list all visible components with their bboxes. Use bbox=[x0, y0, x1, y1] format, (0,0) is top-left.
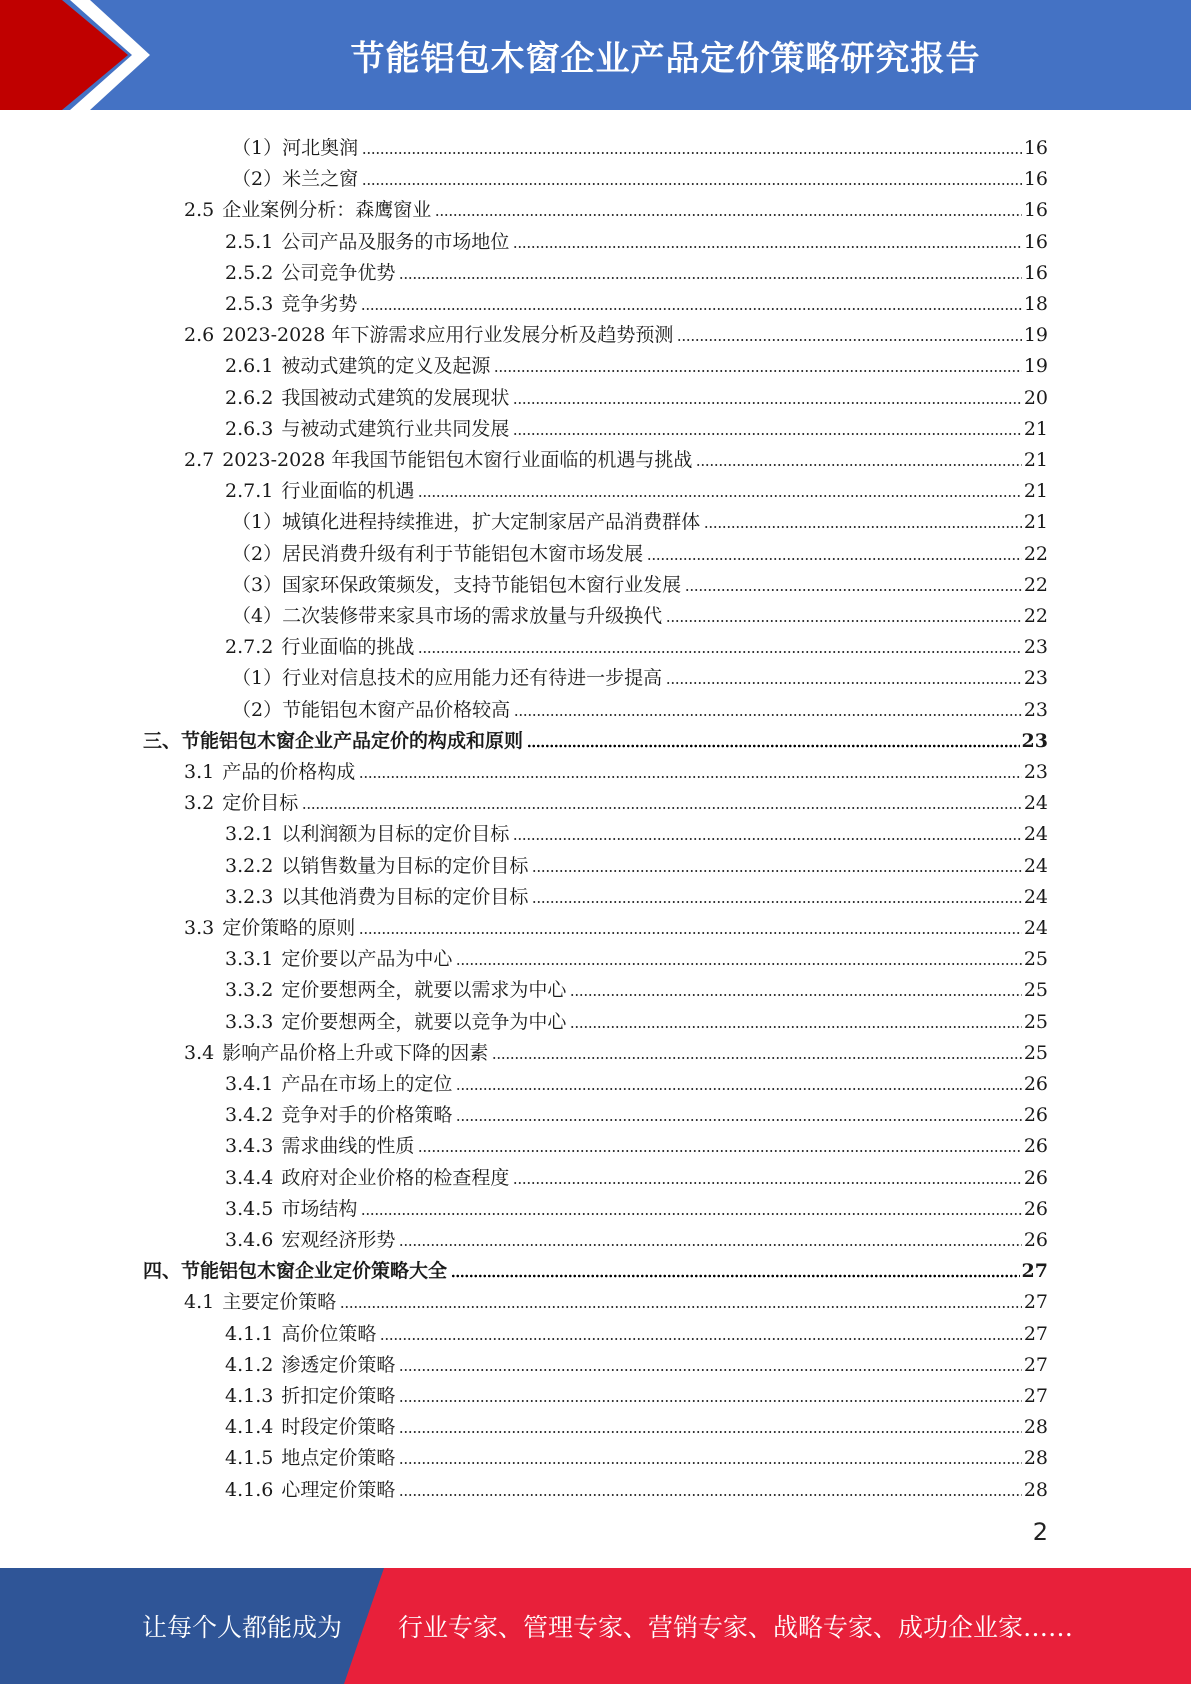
toc-section-number: 3.3 bbox=[184, 917, 215, 939]
toc-page-number: 19 bbox=[1023, 355, 1048, 378]
toc-section-number: 2.6 bbox=[184, 324, 215, 347]
toc-dot-leader bbox=[418, 650, 1021, 654]
toc-entry[interactable] bbox=[225, 284, 1048, 315]
toc-entry-label bbox=[232, 543, 643, 565]
toc-entry[interactable] bbox=[225, 1095, 1048, 1126]
toc-dot-leader bbox=[399, 1461, 1021, 1465]
toc-dot-leader bbox=[359, 931, 1022, 935]
toc-entry[interactable] bbox=[225, 1002, 1048, 1033]
toc-entry-text: 竞争劣势 bbox=[281, 293, 358, 315]
toc-page-number: 26 bbox=[1023, 1166, 1048, 1189]
toc-entry-text: 我国被动式建筑的发展现状 bbox=[281, 386, 510, 409]
toc-entry-text: 2023-2028 年我国节能铝包木窗行业面临的机遇与挑战 bbox=[222, 449, 693, 471]
toc-dot-leader bbox=[399, 1493, 1021, 1497]
header-arrow-decoration bbox=[0, 0, 160, 110]
toc-entry[interactable] bbox=[184, 190, 1048, 221]
toc-dot-leader bbox=[494, 369, 1021, 373]
toc-entry-label bbox=[225, 1385, 395, 1407]
toc-dot-leader bbox=[513, 837, 1021, 841]
toc-dot-leader bbox=[532, 869, 1021, 873]
toc-page-number: 28 bbox=[1023, 1447, 1048, 1470]
toc-section-number: 2.5.1 bbox=[225, 230, 274, 253]
toc-entry[interactable] bbox=[232, 565, 1048, 596]
toc-page-number: 26 bbox=[1023, 1104, 1048, 1127]
toc-entry-text: 四、节能铝包木窗企业定价策略大全 bbox=[143, 1260, 448, 1283]
toc-dot-leader bbox=[513, 432, 1021, 436]
toc-entry-label bbox=[225, 1354, 395, 1376]
toc-entry-text: 企业案例分析：森鹰窗业 bbox=[222, 199, 432, 222]
toc-entry-label bbox=[184, 449, 692, 471]
toc-entry-text: （2）节能铝包木窗产品价格较高 bbox=[232, 698, 511, 721]
toc-section-number: 3.2.2 bbox=[225, 854, 274, 877]
toc-dot-leader bbox=[456, 962, 1021, 966]
toc-entry[interactable] bbox=[225, 409, 1048, 440]
toc-entry-text: 定价策略的原则 bbox=[222, 917, 356, 939]
toc-section-number: 3.3.2 bbox=[225, 979, 274, 1002]
toc-dot-leader bbox=[513, 245, 1021, 249]
toc-entry-text: 产品在市场上的定位 bbox=[281, 1073, 453, 1095]
toc-page-number: 24 bbox=[1023, 854, 1048, 877]
toc-section-number: 2.7.1 bbox=[225, 480, 274, 503]
page-number: 2 bbox=[1032, 1518, 1048, 1546]
toc-section-number: 4.1 bbox=[184, 1291, 215, 1314]
toc-entry-label bbox=[184, 792, 298, 814]
toc-entry-label bbox=[225, 1135, 414, 1157]
toc-dot-leader bbox=[451, 1274, 1020, 1278]
toc-section-number: 4.1.1 bbox=[225, 1322, 274, 1345]
toc-dot-leader bbox=[361, 307, 1021, 311]
toc-page-number: 24 bbox=[1023, 823, 1048, 846]
toc-entry-label bbox=[184, 761, 355, 783]
toc-section-number: 2.6.1 bbox=[225, 355, 274, 378]
toc-entry-label bbox=[225, 1073, 452, 1095]
toc-entry-label bbox=[232, 699, 510, 721]
toc-dot-leader bbox=[570, 1025, 1021, 1029]
toc-entry-text: （2）米兰之窗 bbox=[232, 168, 359, 191]
toc-entry[interactable] bbox=[225, 378, 1048, 409]
toc-section-number: 3.4.3 bbox=[225, 1135, 274, 1158]
toc-section-number: 2.6.2 bbox=[225, 386, 274, 409]
toc-page-number: 25 bbox=[1023, 948, 1048, 971]
toc-entry[interactable] bbox=[232, 690, 1048, 721]
toc-entry-label bbox=[225, 1447, 395, 1469]
toc-entry-label bbox=[184, 1291, 336, 1313]
toc-entry[interactable] bbox=[184, 1282, 1048, 1313]
toc-page-number: 23 bbox=[1023, 761, 1048, 783]
toc-entry-label bbox=[143, 1260, 447, 1282]
toc-page-number: 22 bbox=[1023, 573, 1048, 596]
toc-entry-label bbox=[232, 605, 662, 627]
toc-page-number: 21 bbox=[1023, 449, 1048, 471]
toc-section-number: 4.1.3 bbox=[225, 1385, 274, 1407]
toc-page-number: 21 bbox=[1023, 480, 1048, 503]
toc-entry-label bbox=[225, 387, 509, 409]
toc-entry[interactable] bbox=[225, 1189, 1048, 1220]
toc-entry-label bbox=[232, 168, 358, 190]
toc-section-number: 3.2.3 bbox=[225, 885, 274, 908]
toc-page-number: 24 bbox=[1023, 792, 1048, 815]
toc-entry[interactable] bbox=[143, 1251, 1048, 1282]
toc-entry[interactable] bbox=[225, 627, 1048, 658]
toc-page-number: 21 bbox=[1023, 511, 1048, 534]
toc-page-number: 27 bbox=[1023, 1353, 1048, 1376]
toc-entry-text: 产品的价格构成 bbox=[222, 761, 356, 783]
toc-section-number: 3.1 bbox=[184, 761, 215, 783]
toc-entry[interactable] bbox=[225, 939, 1048, 970]
toc-page-number: 18 bbox=[1023, 293, 1048, 315]
toc-entry[interactable] bbox=[232, 502, 1048, 533]
toc-entry[interactable] bbox=[225, 1126, 1048, 1157]
toc-entry-label bbox=[232, 667, 662, 689]
toc-dot-leader bbox=[399, 276, 1021, 280]
toc-page-number: 24 bbox=[1023, 917, 1048, 939]
report-title: 节能铝包木窗企业产品定价策略研究报告 bbox=[350, 38, 981, 79]
toc-section-number: 2.5.3 bbox=[225, 293, 274, 315]
toc-entry-label bbox=[225, 823, 509, 845]
toc-entry-label bbox=[232, 137, 358, 159]
toc-section-number: 3.4.2 bbox=[225, 1104, 274, 1127]
toc-dot-leader bbox=[513, 1181, 1021, 1185]
toc-entry-label bbox=[225, 293, 357, 315]
toc-entry[interactable] bbox=[225, 1314, 1048, 1345]
toc-section-number: 4.1.5 bbox=[225, 1447, 274, 1470]
toc-entry-text: 竞争对手的价格策略 bbox=[281, 1104, 453, 1127]
toc-entry-text: 高价位策略 bbox=[281, 1322, 377, 1345]
toc-dot-leader bbox=[418, 1149, 1021, 1153]
toc-section-number: 2.7 bbox=[184, 449, 215, 471]
toc-section-number: 3.2 bbox=[184, 792, 215, 815]
toc-dot-leader bbox=[435, 213, 1022, 217]
toc-entry[interactable] bbox=[184, 1033, 1048, 1064]
toc-entry-text: 以利润额为目标的定价目标 bbox=[281, 823, 510, 846]
toc-entry-label bbox=[225, 1229, 395, 1251]
toc-entry[interactable] bbox=[184, 783, 1048, 814]
toc-dot-leader bbox=[361, 1212, 1021, 1216]
toc-entry-text: 时段定价策略 bbox=[281, 1416, 396, 1439]
toc-dot-leader bbox=[340, 1305, 1022, 1309]
toc-page-number: 21 bbox=[1023, 417, 1048, 440]
toc-section-number: 3.4.4 bbox=[225, 1166, 274, 1189]
toc-entry-text: （3）国家环保政策频发，支持节能铝包木窗行业发展 bbox=[232, 573, 682, 596]
toc-entry-text: 2023-2028 年下游需求应用行业发展分析及趋势预测 bbox=[222, 324, 674, 347]
toc-entry-label bbox=[184, 1042, 488, 1064]
toc-section-number: 2.7.2 bbox=[225, 636, 274, 659]
toc-section-number: 3.2.1 bbox=[225, 823, 274, 846]
toc-entry[interactable] bbox=[225, 1345, 1048, 1376]
toc-entry-text: 定价目标 bbox=[222, 792, 299, 815]
toc-entry[interactable] bbox=[184, 440, 1048, 471]
toc-dot-leader bbox=[302, 806, 1022, 810]
toc-dot-leader bbox=[532, 900, 1021, 904]
toc-dot-leader bbox=[418, 494, 1021, 498]
toc-entry[interactable] bbox=[225, 1407, 1048, 1438]
toc-entry-text: （4）二次装修带来家具市场的需求放量与升级换代 bbox=[232, 605, 663, 627]
toc-entry-text: 被动式建筑的定义及起源 bbox=[281, 355, 491, 378]
toc-dot-leader bbox=[456, 1118, 1021, 1122]
toc-dot-leader bbox=[456, 1087, 1021, 1091]
toc-entry[interactable] bbox=[225, 471, 1048, 502]
toc-section-number: 4.1.2 bbox=[225, 1353, 274, 1376]
toc-dot-leader bbox=[399, 1399, 1021, 1403]
toc-entry[interactable] bbox=[225, 970, 1048, 1001]
toc-entry[interactable] bbox=[225, 814, 1048, 845]
toc-entry-text: （1）行业对信息技术的应用能力还有待进一步提高 bbox=[232, 667, 663, 690]
toc-entry[interactable] bbox=[225, 1158, 1048, 1189]
toc-dot-leader bbox=[570, 993, 1021, 997]
toc-section-number: 4.1.4 bbox=[225, 1416, 274, 1439]
toc-entry-text: 主要定价策略 bbox=[222, 1291, 337, 1314]
toc-entry-label bbox=[184, 324, 673, 346]
toc-dot-leader bbox=[492, 1056, 1022, 1060]
toc-entry-text: 行业面临的挑战 bbox=[281, 636, 415, 659]
toc-page-number: 20 bbox=[1023, 386, 1048, 409]
toc-page-number: 22 bbox=[1023, 542, 1048, 565]
toc-page-number: 26 bbox=[1023, 1073, 1048, 1095]
toc-entry[interactable] bbox=[225, 346, 1048, 377]
toc-page-number: 27 bbox=[1023, 1322, 1048, 1345]
toc-page-number: 28 bbox=[1023, 1478, 1048, 1501]
toc-entry[interactable] bbox=[232, 128, 1048, 159]
toc-entry-label bbox=[225, 636, 414, 658]
toc-entry[interactable] bbox=[225, 1470, 1048, 1501]
toc-entry-text: 宏观经济形势 bbox=[281, 1229, 396, 1251]
toc-dot-leader bbox=[399, 1430, 1021, 1434]
toc-entry-text: 以其他消费为目标的定价目标 bbox=[281, 885, 529, 908]
toc-entry-text: 行业面临的机遇 bbox=[281, 480, 415, 503]
toc-page-number: 19 bbox=[1023, 324, 1048, 347]
toc-dot-leader bbox=[704, 525, 1022, 529]
toc-section-number: 2.5 bbox=[184, 199, 215, 222]
toc-page-number: 23 bbox=[1023, 636, 1048, 659]
toc-section-number: 3.4.6 bbox=[225, 1229, 274, 1251]
toc-entry[interactable] bbox=[225, 1064, 1048, 1095]
toc-entry[interactable] bbox=[225, 222, 1048, 253]
toc-entry-label bbox=[232, 511, 700, 533]
toc-entry-label bbox=[184, 199, 431, 221]
toc-entry-text: 与被动式建筑行业共同发展 bbox=[281, 417, 510, 440]
toc-entry[interactable] bbox=[184, 908, 1048, 939]
toc-dot-leader bbox=[647, 557, 1022, 561]
toc-dot-leader bbox=[513, 401, 1021, 405]
toc-page-number: 26 bbox=[1023, 1135, 1048, 1158]
toc-entry[interactable] bbox=[225, 1220, 1048, 1251]
toc-entry[interactable] bbox=[184, 752, 1048, 783]
toc-entry-text: 市场结构 bbox=[281, 1197, 358, 1220]
toc-entry-text: 地点定价策略 bbox=[281, 1447, 396, 1470]
toc-page-number: 24 bbox=[1023, 885, 1048, 908]
toc-entry-text: 渗透定价策略 bbox=[281, 1353, 396, 1376]
toc-entry[interactable] bbox=[225, 1438, 1048, 1469]
toc-page-number: 27 bbox=[1021, 1260, 1048, 1283]
toc-entry-label bbox=[225, 1416, 395, 1438]
toc-page-number: 25 bbox=[1023, 1041, 1048, 1064]
toc-page-number: 25 bbox=[1023, 979, 1048, 1002]
toc-entry[interactable] bbox=[143, 721, 1048, 752]
toc-section-number: 3.4 bbox=[184, 1041, 215, 1064]
toc-page-number: 27 bbox=[1023, 1291, 1048, 1314]
toc-entry[interactable] bbox=[225, 846, 1048, 877]
toc-page-number: 23 bbox=[1023, 698, 1048, 721]
toc-page-number: 16 bbox=[1023, 230, 1048, 253]
toc-entry-label bbox=[225, 1104, 452, 1126]
toc-entry-label bbox=[232, 574, 681, 596]
toc-section-number: 3.3.1 bbox=[225, 948, 274, 971]
toc-page-number: 25 bbox=[1023, 1010, 1048, 1033]
toc-entry-text: 定价要想两全，就要以需求为中心 bbox=[281, 979, 567, 1002]
toc-page-number: 16 bbox=[1023, 137, 1048, 159]
toc-entry-text: 以销售数量为目标的定价目标 bbox=[281, 854, 529, 877]
toc-dot-leader bbox=[666, 681, 1022, 685]
toc-entry-text: 影响产品价格上升或下降的因素 bbox=[222, 1041, 489, 1064]
toc-entry-label bbox=[225, 1011, 566, 1033]
toc-dot-leader bbox=[514, 713, 1022, 717]
toc-entry-label bbox=[225, 231, 509, 253]
toc-entry-text: （2）居民消费升级有利于节能铝包木窗市场发展 bbox=[232, 542, 644, 565]
toc-entry-text: 需求曲线的性质 bbox=[281, 1135, 415, 1158]
toc-section-number: 3.4.1 bbox=[225, 1073, 274, 1095]
toc-page-number: 28 bbox=[1023, 1416, 1048, 1439]
toc-entry-text: 公司产品及服务的市场地位 bbox=[281, 230, 510, 253]
toc-section-number: 3.3.3 bbox=[225, 1010, 274, 1033]
toc-dot-leader bbox=[677, 338, 1021, 342]
toc-entry-label bbox=[225, 886, 528, 908]
toc-entry-text: 政府对企业价格的检查程度 bbox=[281, 1166, 510, 1189]
toc-entry-text: （1）城镇化进程持续推进，扩大定制家居产品消费群体 bbox=[232, 511, 701, 534]
toc-entry-label bbox=[225, 979, 566, 1001]
toc-section-number: 2.5.2 bbox=[225, 261, 274, 284]
toc-dot-leader bbox=[362, 182, 1022, 186]
toc-dot-leader bbox=[362, 151, 1022, 155]
toc-page-number: 23 bbox=[1023, 667, 1048, 690]
toc-entry[interactable] bbox=[232, 658, 1048, 689]
toc-dot-leader bbox=[399, 1368, 1021, 1372]
toc-entry[interactable] bbox=[225, 1376, 1048, 1407]
toc-section-number: 4.1.6 bbox=[225, 1478, 274, 1501]
toc-entry-label bbox=[225, 1479, 395, 1501]
toc-entry-label bbox=[225, 418, 509, 440]
page-header bbox=[0, 0, 1191, 110]
toc-entry-label bbox=[225, 1167, 509, 1189]
footer-slogan-right: 行业专家、管理专家、营销专家、战略专家、成功企业家…… bbox=[398, 1613, 1074, 1642]
toc-dot-leader bbox=[685, 588, 1022, 592]
toc-entry[interactable] bbox=[225, 253, 1048, 284]
toc-dot-leader bbox=[380, 1337, 1021, 1341]
toc-entry-text: 心理定价策略 bbox=[281, 1478, 396, 1501]
toc-page-number: 27 bbox=[1023, 1385, 1048, 1407]
toc-page-number: 16 bbox=[1023, 168, 1048, 191]
toc-dot-leader bbox=[666, 619, 1022, 623]
toc-entry-text: 定价要想两全，就要以竞争为中心 bbox=[281, 1010, 567, 1033]
toc-page-number: 16 bbox=[1023, 261, 1048, 284]
toc-entry[interactable] bbox=[184, 315, 1048, 346]
toc-dot-leader bbox=[399, 1243, 1021, 1247]
toc-entry-text: 三、节能铝包木窗企业产品定价的构成和原则 bbox=[143, 729, 524, 752]
toc-entry-label bbox=[225, 855, 528, 877]
toc-page-number: 26 bbox=[1023, 1229, 1048, 1251]
toc-entry-label bbox=[225, 262, 395, 284]
toc-entry-label bbox=[225, 1323, 376, 1345]
toc-entry-label bbox=[143, 730, 523, 752]
toc-entry-text: （1）河北奥润 bbox=[232, 137, 359, 159]
footer-slogan-left: 让每个人都能成为 bbox=[142, 1613, 343, 1642]
toc-entry-label bbox=[225, 948, 452, 970]
toc-page-number: 26 bbox=[1023, 1197, 1048, 1220]
toc-page-number: 23 bbox=[1021, 729, 1048, 752]
toc-dot-leader bbox=[696, 463, 1021, 467]
toc-page-number: 22 bbox=[1023, 605, 1048, 627]
toc-entry[interactable] bbox=[225, 877, 1048, 908]
toc-entry-text: 折扣定价策略 bbox=[281, 1385, 396, 1407]
toc-entry-label bbox=[225, 355, 490, 377]
toc-dot-leader bbox=[527, 744, 1020, 748]
toc-entry-label bbox=[225, 480, 414, 502]
toc-section-number: 2.6.3 bbox=[225, 417, 274, 440]
toc-dot-leader bbox=[359, 775, 1022, 779]
toc-entry[interactable] bbox=[232, 159, 1048, 190]
page-footer bbox=[0, 1568, 1191, 1684]
toc-entry[interactable] bbox=[232, 534, 1048, 565]
toc-entry-label bbox=[184, 917, 355, 939]
toc-entry[interactable] bbox=[232, 596, 1048, 627]
toc-entry-text: 公司竞争优势 bbox=[281, 261, 396, 284]
toc-page-number: 16 bbox=[1023, 199, 1048, 222]
toc-entry-text: 定价要以产品为中心 bbox=[281, 948, 453, 971]
toc-section-number: 3.4.5 bbox=[225, 1197, 274, 1220]
toc-entry-label bbox=[225, 1198, 357, 1220]
